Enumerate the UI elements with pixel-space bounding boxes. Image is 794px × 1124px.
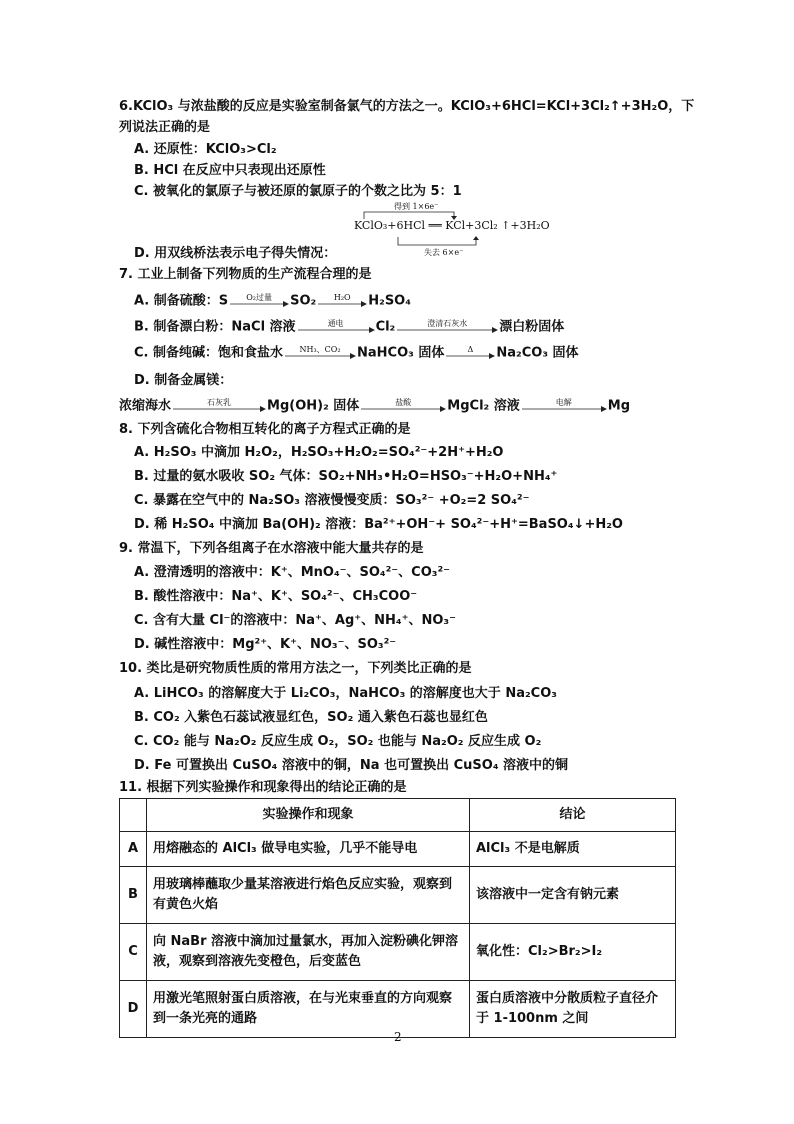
arrow-condition: 石灰乳 [207, 398, 232, 407]
table-row [120, 924, 676, 981]
q8-option-a: A. H₂SO₃ 中滴加 H₂O₂，H₂SO₃+H₂O₂=SO₄²⁻+2H⁺+H₂O [134, 445, 504, 460]
q7-option-b [134, 318, 564, 337]
arrow-condition: 澄清石灰水 [427, 319, 468, 328]
reaction-arrow [520, 397, 608, 415]
q7a-start: A. 制备硫酸：S [134, 293, 229, 309]
q7d-mid1: Mg(OH)₂ 固体 [267, 398, 360, 414]
arrow-condition: Δ [467, 345, 474, 354]
q7b-mid: Cl₂ [375, 319, 396, 335]
q9-stem: 9. 常温下，下列各组离子在水溶液中能大量共存的是 [119, 541, 424, 556]
q10-option-b: B. CO₂ 入紫色石蕊试液显红色，SO₂ 通入紫色石蕊也显红色 [134, 710, 488, 725]
q7b-end: 漂白粉固体 [499, 319, 565, 335]
conclusion-cell: AlCl₃ 不是电解质 [470, 832, 676, 867]
q9-option-c: C. 含有大量 Cl⁻的溶液中：Na⁺、Ag⁺、NH₄⁺、NO₃⁻ [134, 613, 456, 628]
reaction-arrow [228, 292, 290, 310]
reaction-arrow [359, 397, 447, 415]
row-label: B [120, 867, 147, 924]
q7c-end: Na₂CO₃ 固体 [496, 345, 579, 361]
operation-cell: 用熔融态的 AlCl₃ 做导电实验，几乎不能导电 [147, 832, 470, 867]
reaction-arrow [444, 344, 496, 362]
table-row [120, 981, 676, 1038]
q6-option-d: D. 用双线桥法表示电子得失情况： [134, 246, 337, 261]
q7-option-d: D. 制备金属镁： [134, 373, 233, 388]
q7b-start: B. 制备漂白粉：NaCl 溶液 [134, 319, 296, 335]
q8-option-d: D. 稀 H₂SO₄ 中滴加 Ba(OH)₂ 溶液：Ba²⁺+OH⁻+ SO₄²⁻+H⁺=BaSO₄↓+H₂O [134, 517, 623, 532]
arrow-condition: NH₃、CO₂ [299, 345, 341, 354]
table-header-row [120, 799, 676, 832]
table-header-cell: 实验操作和现象 [147, 799, 470, 832]
q9-option-a: A. 澄清透明的溶液中：K⁺、MnO₄⁻、SO₄²⁻、CO₃²⁻ [134, 565, 451, 580]
reaction-equation: KClO₃+6HCl ══ KCl+3Cl₂ ↑+3H₂O [354, 219, 550, 232]
arrow-condition: H₂O [333, 293, 351, 302]
operation-cell: 向 NaBr 溶液中滴加过量氯水，再加入淀粉碘化钾溶液，观察到溶液先变橙色，后变蓝色 [147, 924, 470, 981]
arrow-condition: 盐酸 [395, 398, 412, 407]
q7a-end: H₂SO₄ [368, 293, 411, 309]
q8-option-b: B. 过量的氨水吸收 SO₂ 气体：SO₂+NH₃•H₂O=HSO₃⁻+H₂O+NH₄⁺ [134, 469, 558, 484]
q8-option-c: C. 暴露在空气中的 Na₂SO₃ 溶液慢慢变质：SO₃²⁻ +O₂=2 SO₄²⁻ [134, 493, 530, 508]
q6-stem-line1: 6.KClO₃ 与浓盐酸的反应是实验室制备氯气的方法之一。KClO₃+6HCl=KCl+3Cl₂↑+3H₂O，下 [119, 99, 695, 114]
q7a-mid: SO₂ [290, 293, 317, 309]
gain-electrons-label: 得到 1×6e⁻ [394, 202, 439, 211]
reaction-arrow [283, 344, 357, 362]
reaction-arrow [171, 397, 267, 415]
arrow-condition: O₂过量 [246, 293, 273, 302]
q7-option-a [134, 292, 411, 311]
row-label: C [120, 924, 147, 981]
conclusion-cell: 该溶液中一定含有钠元素 [470, 867, 676, 924]
arrow-condition: 电解 [555, 398, 572, 407]
q7c-start: C. 制备纯碱：饱和食盐水 [134, 345, 284, 361]
operation-cell: 用激光笔照射蛋白质溶液，在与光束垂直的方向观察到一条光亮的通路 [147, 981, 470, 1038]
arrow-condition: 通电 [327, 319, 344, 328]
q9-option-b: B. 酸性溶液中：Na⁺、K⁺、SO₄²⁻、CH₃COO⁻ [134, 589, 418, 604]
q10-option-a: A. LiHCO₃ 的溶解度大于 Li₂CO₃，NaHCO₃ 的溶解度也大于 Na₂CO₃ [134, 686, 557, 701]
page-number: 2 [394, 1030, 402, 1044]
operation-cell: 用玻璃棒蘸取少量某溶液进行焰色反应实验，观察到有黄色火焰 [147, 867, 470, 924]
q6-stem-line2: 列说法正确的是 [119, 120, 211, 135]
q6-option-b: B. HCl 在反应中只表现出还原性 [134, 163, 326, 178]
q7-option-d-flow [119, 397, 630, 416]
q6-option-a: A. 还原性：KClO₃>Cl₂ [134, 142, 277, 157]
q7d-mid2: MgCl₂ 溶液 [447, 398, 520, 414]
q11-stem: 11. 根据下列实验操作和现象得出的结论正确的是 [119, 780, 407, 795]
table-header-cell: 结论 [470, 799, 676, 832]
q7d-start: 浓缩海水 [119, 398, 172, 414]
double-bridge-diagram [354, 202, 550, 257]
row-label: A [120, 832, 147, 867]
reaction-arrow [395, 318, 499, 336]
q7d-end: Mg [607, 398, 631, 414]
q7-option-c [134, 344, 579, 363]
q10-option-d: D. Fe 可置换出 CuSO₄ 溶液中的铜，Na 也可置换出 CuSO₄ 溶液中的铜 [134, 758, 569, 773]
conclusion-cell: 蛋白质溶液中分散质粒子直径介于 1-100nm 之间 [470, 981, 676, 1038]
q7c-mid: NaHCO₃ 固体 [357, 345, 445, 361]
table-header-cell [120, 799, 147, 832]
reaction-arrow [316, 292, 368, 310]
conclusion-cell: 氧化性：Cl₂>Br₂>I₂ [470, 924, 676, 981]
q10-option-c: C. CO₂ 能与 Na₂O₂ 反应生成 O₂，SO₂ 也能与 Na₂O₂ 反应生成 O₂ [134, 734, 542, 749]
experiment-table [119, 798, 676, 1038]
q6-option-c: C. 被氧化的氯原子与被还原的氯原子的个数之比为 5：1 [134, 184, 462, 199]
table-row [120, 832, 676, 867]
row-label: D [120, 981, 147, 1038]
table-row [120, 867, 676, 924]
q8-stem: 8. 下列含硫化合物相互转化的离子方程式正确的是 [119, 422, 411, 437]
q7-stem: 7. 工业上制备下列物质的生产流程合理的是 [119, 267, 372, 282]
q9-option-d: D. 碱性溶液中：Mg²⁺、K⁺、NO₃⁻、SO₃²⁻ [134, 637, 397, 652]
q10-stem: 10. 类比是研究物质性质的常用方法之一，下列类比正确的是 [119, 661, 472, 676]
reaction-arrow [296, 318, 376, 336]
loss-electrons-label: 失去 6×e⁻ [424, 248, 464, 257]
